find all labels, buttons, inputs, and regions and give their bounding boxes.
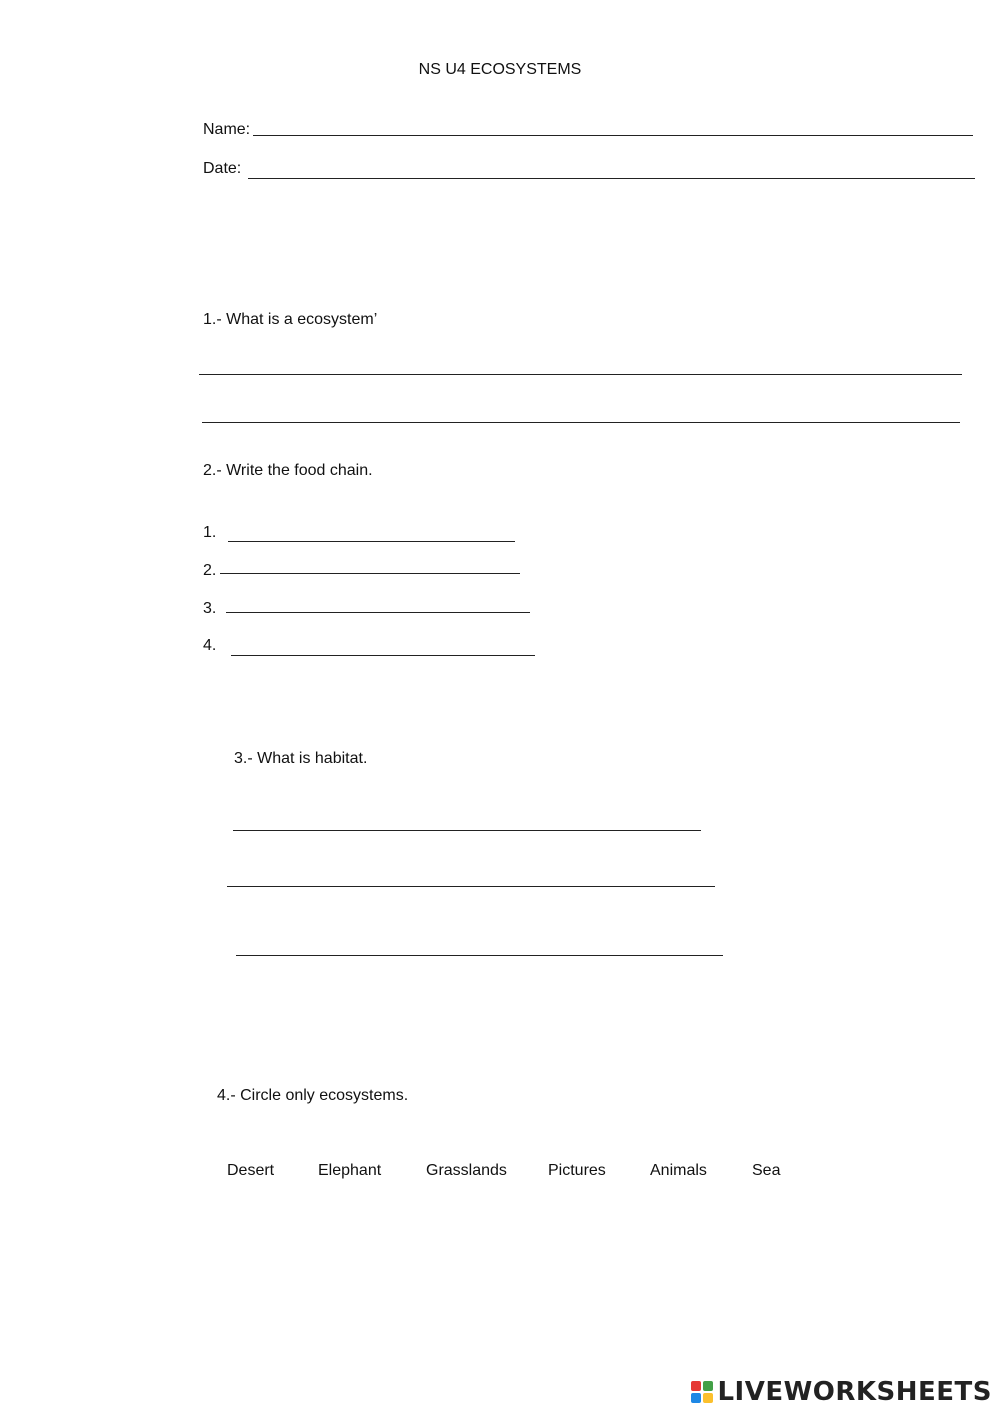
name-answer-line[interactable] <box>253 135 973 136</box>
food-chain-line-1[interactable] <box>228 541 515 542</box>
food-chain-line-2[interactable] <box>220 573 520 574</box>
word-option-grasslands[interactable]: Grasslands <box>426 1162 507 1179</box>
question-1: 1.- What is a ecosystem’ <box>203 311 378 328</box>
food-chain-number-3: 3. <box>203 600 217 617</box>
logo-square-blue-icon <box>691 1393 701 1403</box>
word-option-animals[interactable]: Animals <box>650 1162 707 1179</box>
logo-square-red-icon <box>691 1381 701 1391</box>
liveworksheets-logo <box>691 1377 992 1407</box>
word-option-sea[interactable]: Sea <box>752 1162 781 1179</box>
q3-answer-line-2[interactable] <box>227 886 715 887</box>
logo-text: LIVEWORKSHEETS <box>717 1377 992 1407</box>
name-label: Name: <box>203 121 251 138</box>
question-3: 3.- What is habitat. <box>234 750 368 767</box>
food-chain-line-4[interactable] <box>231 655 535 656</box>
word-option-elephant[interactable]: Elephant <box>318 1162 382 1179</box>
q1-answer-line-1[interactable] <box>199 374 962 375</box>
food-chain-number-2: 2. <box>203 562 217 579</box>
word-option-desert[interactable]: Desert <box>227 1162 275 1179</box>
question-2: 2.- Write the food chain. <box>203 462 373 479</box>
food-chain-number-1: 1. <box>203 524 217 541</box>
word-option-pictures[interactable]: Pictures <box>548 1162 606 1179</box>
date-answer-line[interactable] <box>248 178 975 179</box>
logo-square-yellow-icon <box>703 1393 713 1403</box>
logo-mark-icon <box>691 1381 713 1403</box>
logo-square-green-icon <box>703 1381 713 1391</box>
page-title: NS U4 ECOSYSTEMS <box>418 61 582 78</box>
q3-answer-line-3[interactable] <box>236 955 723 956</box>
date-label: Date: <box>203 160 242 177</box>
food-chain-number-4: 4. <box>203 637 217 654</box>
q3-answer-line-1[interactable] <box>233 830 701 831</box>
question-4: 4.- Circle only ecosystems. <box>217 1087 409 1104</box>
q1-answer-line-2[interactable] <box>202 422 960 423</box>
food-chain-line-3[interactable] <box>226 612 530 613</box>
